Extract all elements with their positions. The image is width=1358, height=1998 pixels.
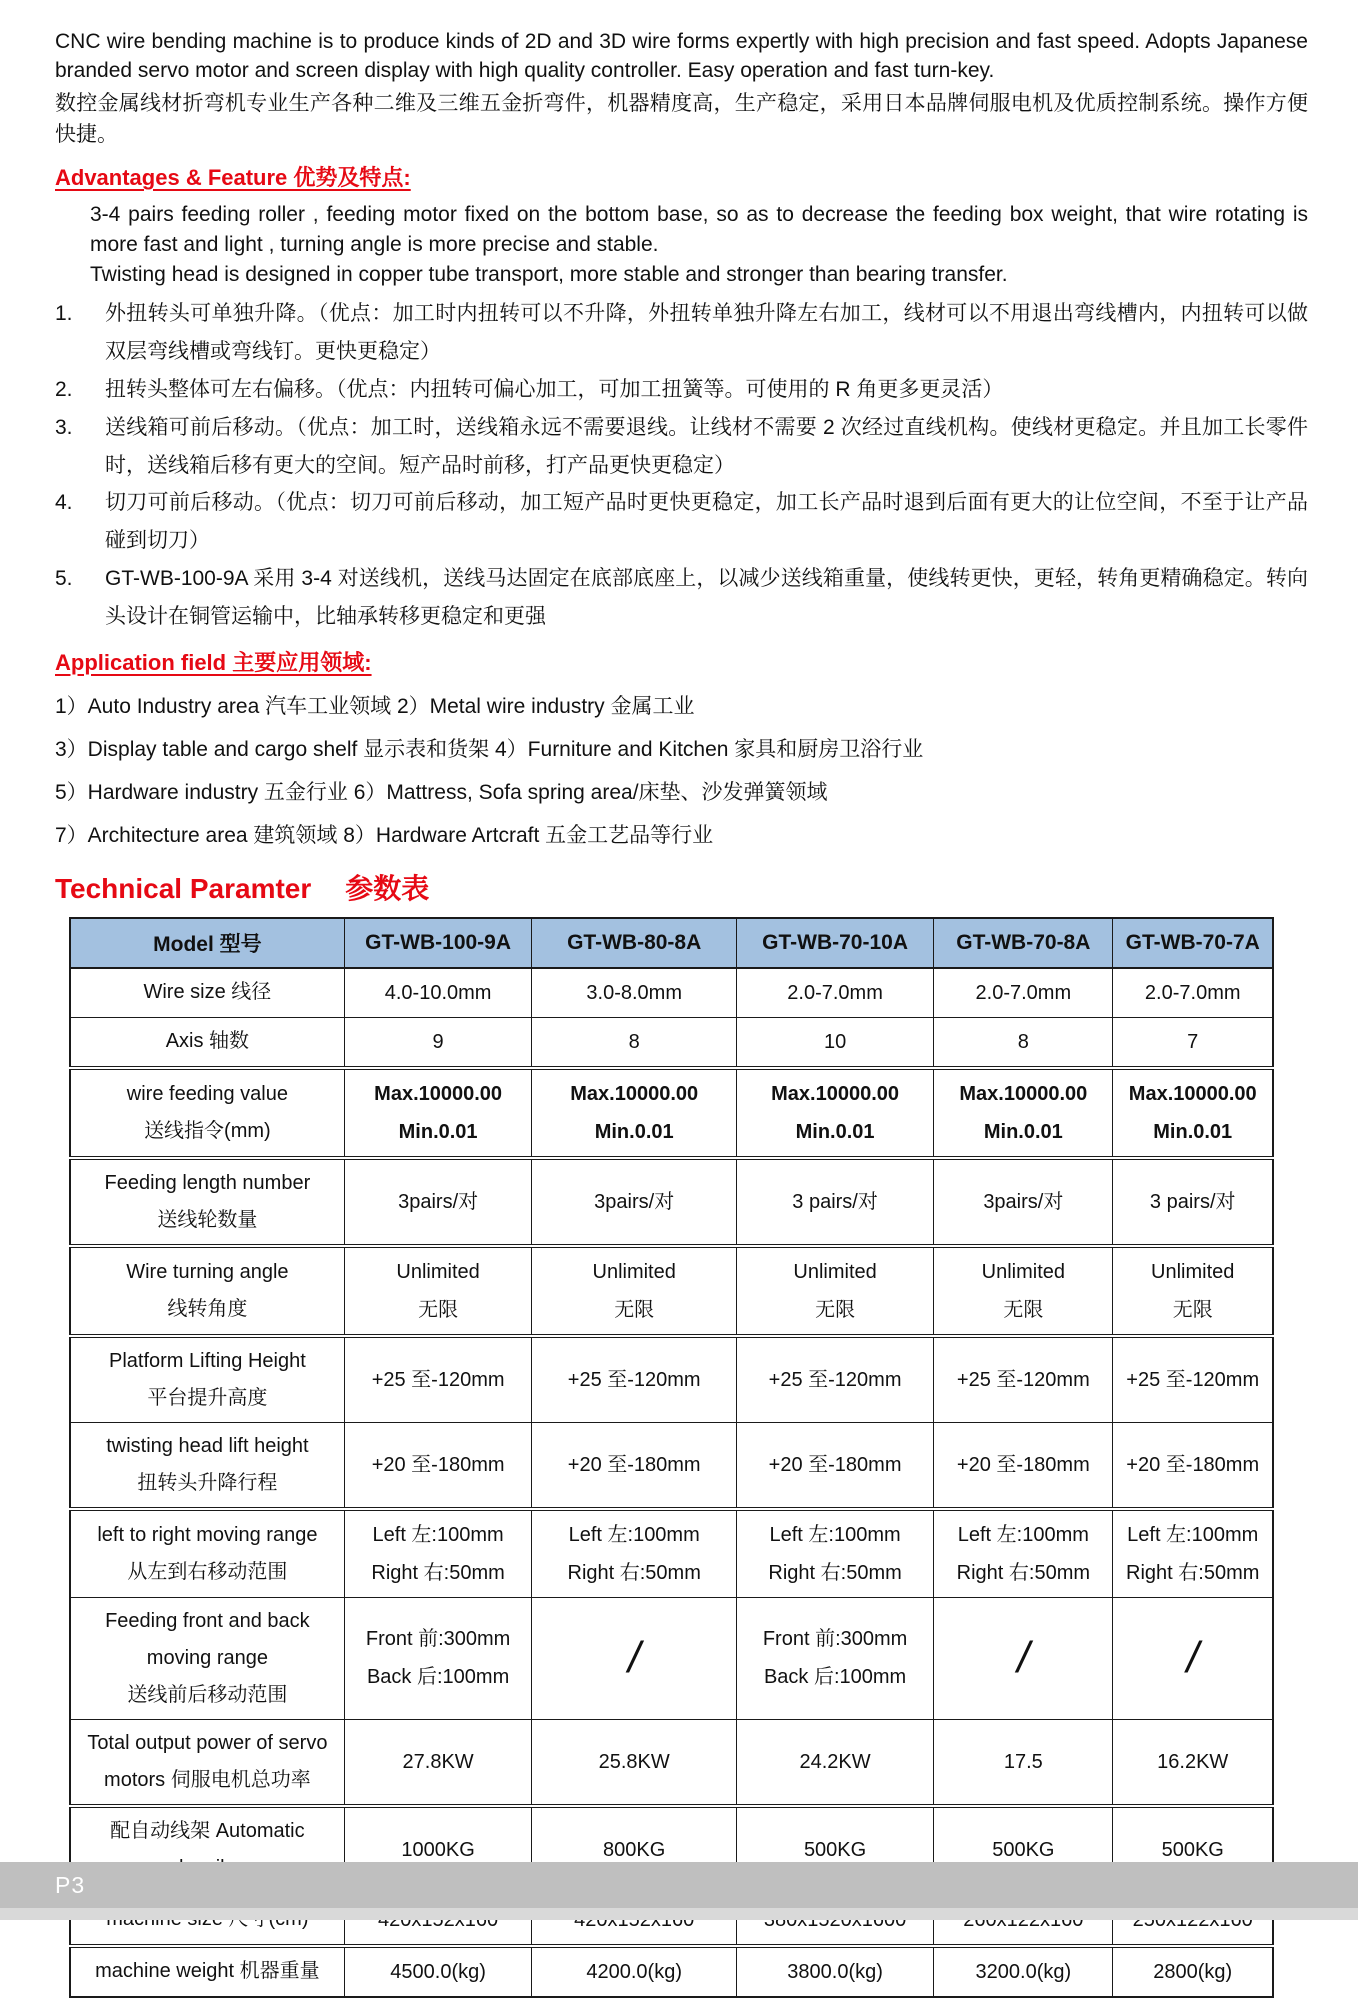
spec-cell <box>532 1158 737 1246</box>
spec-cell <box>736 1158 933 1246</box>
advantage-numbered-item <box>55 560 1308 636</box>
item-number: 1. <box>55 302 73 326</box>
spec-cell <box>344 1246 532 1336</box>
cell-line: Min.0.01 <box>398 1120 478 1143</box>
cell-line: 27.8KW <box>402 1750 474 1773</box>
item-text: 切刀可前后移动。（优点：切刀可前后移动，加工短产品时更快更稳定，加工长产品时退到后面有更大的让位空间，不至于让产品碰到切刀） <box>105 491 1308 553</box>
cell-line: +20 至-180mm <box>567 1453 701 1476</box>
spec-cell <box>1113 1336 1273 1423</box>
spec-cell <box>736 1509 933 1598</box>
spec-row-label <box>70 1946 344 1997</box>
cell-line: Unlimited <box>396 1260 480 1283</box>
cell-line: +25 至-120mm <box>371 1368 505 1391</box>
cell-line: Front 前:300mm <box>762 1628 908 1651</box>
label-line: left to right moving range <box>97 1523 318 1546</box>
application-list <box>55 685 1308 857</box>
spec-cell <box>934 1509 1113 1598</box>
spec-cell <box>736 1068 933 1158</box>
spec-cell <box>934 1246 1113 1336</box>
cell-line: Right 右:50mm <box>567 1561 701 1584</box>
spec-table-row <box>70 1336 1273 1423</box>
cell-line: 3.0-8.0mm <box>586 981 682 1004</box>
spec-cell <box>1113 1158 1273 1246</box>
cell-line: Max.10000.00 <box>771 1082 900 1105</box>
spec-cell <box>1113 1719 1273 1806</box>
item-text: 扭转头整体可左右偏移。（优点：内扭转可偏心加工，可加工扭簧等。可使用的 R 角更多更灵活） <box>105 377 1004 401</box>
spec-cell <box>532 1597 737 1719</box>
spec-cell <box>344 1336 532 1423</box>
spec-cell <box>736 1246 933 1336</box>
spec-table-header-cell: Model 型号 <box>70 918 344 968</box>
spec-cell <box>532 1017 737 1068</box>
spec-cell <box>934 1158 1113 1246</box>
cell-line: Unlimited <box>793 1260 877 1283</box>
label-line: Feeding length number <box>104 1171 311 1194</box>
spec-cell <box>532 968 737 1018</box>
cell-line: 3 pairs/对 <box>792 1190 878 1213</box>
cell-line: 4200.0(kg) <box>586 1960 682 1983</box>
cell-line: 3800.0(kg) <box>787 1960 883 1983</box>
spec-table-header-cell: GT-WB-70-10A <box>736 918 933 968</box>
cell-line: +25 至-120mm <box>956 1368 1090 1391</box>
label-line: 送线指令(mm) <box>144 1119 271 1142</box>
spec-table <box>69 917 1274 1998</box>
cell-line: 无限 <box>614 1298 655 1321</box>
spec-table-row <box>70 1246 1273 1336</box>
technical-heading-zh: 参数表 <box>345 872 430 904</box>
spec-table-header-cell: GT-WB-80-8A <box>532 918 737 968</box>
spec-cell <box>934 1719 1113 1806</box>
cell-line: 500KG <box>803 1838 867 1861</box>
footer-bar <box>0 1862 1358 1908</box>
cell-line: Unlimited <box>981 1260 1066 1283</box>
cell-line: Right 右:50mm <box>371 1561 505 1584</box>
spec-cell <box>344 968 532 1018</box>
spec-table-row <box>70 1597 1273 1719</box>
advantage-intro-item: Twisting head is designed in copper tube transport, more stable and stronger than bearing transfer. <box>90 262 1008 286</box>
cell-line: +20 至-180mm <box>768 1453 902 1476</box>
spec-cell <box>1113 1597 1273 1719</box>
application-line: 5）Hardware industry 五金行业 6）Mattress, Sofa spring area/床垫、沙发弹簧领域 <box>55 780 828 804</box>
cell-line: Unlimited <box>1151 1260 1235 1283</box>
spec-cell <box>344 1017 532 1068</box>
spec-cell <box>344 1719 532 1806</box>
label-line: Total output power of servo <box>87 1731 328 1754</box>
cell-line: 3 pairs/对 <box>1149 1190 1236 1213</box>
cell-line: 7 <box>1187 1030 1199 1053</box>
item-number: 4. <box>55 491 73 515</box>
cell-line: Max.10000.00 <box>1128 1082 1257 1105</box>
cell-line: 3pairs/对 <box>398 1190 479 1213</box>
spec-cell <box>344 1597 532 1719</box>
spec-cell <box>934 968 1113 1018</box>
spec-table-header-cell: GT-WB-70-8A <box>934 918 1113 968</box>
label-line: 线转角度 <box>167 1297 248 1320</box>
intro-paragraph-zh: 数控金属线材折弯机专业生产各种二维及三维五金折弯件，机器精度高，生产稳定，采用日本品牌伺服电机及优质控制系统。操作方便快捷。 <box>55 91 1308 147</box>
cell-line: Max.10000.00 <box>959 1082 1088 1105</box>
spec-cell <box>1113 1246 1273 1336</box>
cell-line: 16.2KW <box>1157 1750 1229 1773</box>
cell-line: Min.0.01 <box>594 1120 674 1143</box>
spec-row-label <box>70 1017 344 1068</box>
spec-table-row <box>70 1422 1273 1509</box>
spec-table-row <box>70 1017 1273 1068</box>
advantage-numbered-item <box>55 371 1308 409</box>
cell-line: 无限 <box>1003 1298 1044 1321</box>
cell-line: 2.0-7.0mm <box>787 981 883 1004</box>
label-line: Feeding front and back <box>105 1609 310 1632</box>
spec-table-row <box>70 1509 1273 1598</box>
spec-cell <box>1113 1422 1273 1509</box>
cell-line: Min.0.01 <box>795 1120 875 1143</box>
spec-row-label <box>70 1246 344 1336</box>
label-line: 从左到右移动范围 <box>127 1560 288 1583</box>
cell-line: Max.10000.00 <box>374 1082 503 1105</box>
spec-cell <box>532 1068 737 1158</box>
application-heading: Application field 主要应用领域: <box>55 649 372 675</box>
cell-line: Left 左:100mm <box>372 1523 504 1546</box>
spec-cell <box>934 1422 1113 1509</box>
cell-line: +25 至-120mm <box>1126 1368 1260 1391</box>
cell-line: Front 前:300mm <box>365 1628 511 1651</box>
cell-line: +25 至-120mm <box>768 1368 902 1391</box>
item-number: 2. <box>55 377 73 401</box>
cell-line: 500KG <box>992 1838 1055 1861</box>
spec-cell <box>736 1336 933 1423</box>
cell-line: 8 <box>1017 1030 1029 1053</box>
cell-line: Left 左:100mm <box>568 1523 700 1546</box>
technical-heading-en: Technical Paramter <box>55 872 312 904</box>
spec-cell <box>736 1017 933 1068</box>
label-line: Platform Lifting Height <box>109 1349 306 1372</box>
item-text: GT-WB-100-9A 采用 3-4 对送线机，送线马达固定在底部底座上，以减少送线箱重量，使线转更快，更轻，转角更精确稳定。转向头设计在铜管运输中，比轴承转移更稳定和更强 <box>105 566 1308 628</box>
advantages-heading: Advantages & Feature 优势及特点: <box>55 164 411 190</box>
spec-cell <box>532 1946 737 1997</box>
advantage-numbered-item <box>55 409 1308 485</box>
cell-line: +20 至-180mm <box>956 1453 1090 1476</box>
spec-table-row <box>70 1946 1273 1997</box>
label-line: Axis 轴数 <box>165 1030 250 1053</box>
cell-line: 1000KG <box>401 1838 475 1861</box>
spec-cell <box>934 1597 1113 1719</box>
spec-cell <box>532 1246 737 1336</box>
label-line: Wire size 线径 <box>143 981 272 1004</box>
spec-row-label <box>70 1719 344 1806</box>
cell-line: Right 右:50mm <box>768 1561 902 1584</box>
page-number: P3 <box>55 1871 86 1898</box>
cell-line: 2800(kg) <box>1153 1960 1233 1983</box>
label-line: 配自动线架 Automatic <box>110 1819 305 1842</box>
label-line: 平台提升高度 <box>147 1386 268 1409</box>
cell-line: Min.0.01 <box>1153 1120 1233 1143</box>
cell-line: Left 左:100mm <box>1127 1523 1259 1546</box>
spec-cell <box>736 968 933 1018</box>
spec-cell <box>736 1597 933 1719</box>
spec-cell <box>736 1946 933 1997</box>
spec-cell <box>934 1017 1113 1068</box>
spec-cell <box>934 1946 1113 1997</box>
application-line: 7）Architecture area 建筑领域 8）Hardware Artcraft 五金工艺品等行业 <box>55 823 714 847</box>
advantages-list <box>55 295 1308 635</box>
spec-cell <box>736 1719 933 1806</box>
cell-line: +25 至-120mm <box>567 1368 701 1391</box>
cell-line: 17.5 <box>1003 1750 1043 1773</box>
spec-table-body <box>70 968 1273 1997</box>
spec-cell <box>532 1509 737 1598</box>
spec-cell <box>344 1158 532 1246</box>
spec-cell <box>1113 968 1273 1018</box>
label-line: Wire turning angle <box>126 1260 289 1283</box>
item-text: 送线箱可前后移动。（优点：加工时，送线箱永远不需要退线。让线材不需要 2 次经过直线机构。使线材更稳定。并且加工长零件时，送线箱后移有更大的空间。短产品时前移，打产品更快更稳定） <box>105 415 1308 477</box>
spec-cell <box>532 1422 737 1509</box>
cell-line: Min.0.01 <box>983 1120 1063 1143</box>
label-line: 扭转头升降行程 <box>137 1471 278 1494</box>
label-line: 送线前后移动范围 <box>127 1683 288 1706</box>
spec-cell <box>1113 1068 1273 1158</box>
label-line: machine weight 机器重量 <box>95 1960 320 1983</box>
cell-line: 3200.0(kg) <box>975 1960 1072 1983</box>
spec-table-header-row <box>70 918 1273 968</box>
application-line: 3）Display table and cargo shelf 显示表和货架 4）Furniture and Kitchen 家具和厨房卫浴行业 <box>55 737 924 761</box>
application-line: 1）Auto Industry area 汽车工业领域 2）Metal wire industry 金属工业 <box>55 694 695 718</box>
spec-cell <box>1113 1509 1273 1598</box>
spec-cell <box>344 1946 532 1997</box>
spec-cell <box>532 1719 737 1806</box>
intro-paragraph-en: CNC wire bending machine is to produce kinds of 2D and 3D wire forms expertly with high precision and fast speed. Adopts Japanese branded servo motor and screen display with high quality controller. Easy operation and fast turn-key. <box>55 30 1308 82</box>
cell-line: Max.10000.00 <box>570 1082 699 1105</box>
cell-line: +20 至-180mm <box>371 1453 505 1476</box>
spec-row-label <box>70 1422 344 1509</box>
cell-line: 9 <box>432 1030 444 1053</box>
cell-line: 10 <box>823 1030 847 1053</box>
spec-row-label <box>70 1336 344 1423</box>
spec-row-label <box>70 968 344 1018</box>
item-number: 3. <box>55 415 73 439</box>
spec-table-head <box>70 918 1273 968</box>
advantage-numbered-item <box>55 295 1308 371</box>
spec-table-header-cell: GT-WB-100-9A <box>344 918 532 968</box>
cell-line: 3pairs/对 <box>983 1190 1064 1213</box>
spec-cell <box>736 1422 933 1509</box>
label-line: twisting head lift height <box>106 1434 309 1457</box>
slash-placeholder: / <box>628 1632 641 1682</box>
label-line: motors 伺服电机总功率 <box>104 1768 311 1791</box>
item-number: 5. <box>55 566 73 590</box>
cell-line: 4.0-10.0mm <box>384 981 492 1004</box>
spec-cell <box>934 1336 1113 1423</box>
spec-table-row <box>70 1158 1273 1246</box>
spec-cell <box>344 1068 532 1158</box>
advantages-intro <box>90 200 1308 289</box>
spec-row-label <box>70 1597 344 1719</box>
cell-line: +20 至-180mm <box>1126 1453 1260 1476</box>
slash-placeholder: / <box>1017 1632 1030 1682</box>
cell-line: Back 后:100mm <box>366 1666 510 1689</box>
cell-line: Back 后:100mm <box>763 1666 907 1689</box>
cell-line: 500KG <box>1161 1838 1224 1861</box>
cell-line: 无限 <box>815 1298 856 1321</box>
cell-line: 2.0-7.0mm <box>975 981 1072 1004</box>
cell-line: 4500.0(kg) <box>390 1960 486 1983</box>
cell-line: 24.2KW <box>799 1750 871 1773</box>
slash-placeholder: / <box>1186 1632 1199 1682</box>
spec-row-label <box>70 1509 344 1598</box>
label-line: moving range <box>146 1646 268 1669</box>
cell-line: 800KG <box>603 1838 666 1861</box>
spec-table-header-cell: GT-WB-70-7A <box>1113 918 1273 968</box>
spec-cell <box>344 1422 532 1509</box>
cell-line: 无限 <box>418 1298 459 1321</box>
spec-cell <box>1113 1946 1273 1997</box>
spec-cell <box>1113 1017 1273 1068</box>
cell-line: Right 右:50mm <box>1126 1561 1260 1584</box>
cell-line: 无限 <box>1172 1298 1213 1321</box>
advantage-numbered-item <box>55 484 1308 560</box>
cell-line: 25.8KW <box>598 1750 670 1773</box>
item-text: 外扭转头可单独升降。（优点：加工时内扭转可以不升降，外扭转单独升降左右加工，线材可以不用退出弯线槽内，内扭转可以做双层弯线槽或弯线钉。更快更稳定） <box>105 302 1308 364</box>
cell-line: 3pairs/对 <box>594 1190 675 1213</box>
spec-table-row <box>70 968 1273 1018</box>
spec-row-label <box>70 1068 344 1158</box>
spec-cell <box>344 1509 532 1598</box>
advantage-intro-item: 3-4 pairs feeding roller , feeding motor fixed on the bottom base, so as to decrease the feeding box weight, that wire rotating is more fast and light , turning angle is more precise and stable. <box>90 202 1308 256</box>
label-line: 送线轮数量 <box>157 1208 258 1231</box>
cell-line: Right 右:50mm <box>956 1561 1091 1584</box>
cell-line: Left 左:100mm <box>769 1523 901 1546</box>
spec-cell <box>934 1068 1113 1158</box>
spec-table-row <box>70 1068 1273 1158</box>
cell-line: 2.0-7.0mm <box>1144 981 1241 1004</box>
label-line: wire feeding value <box>126 1082 288 1105</box>
cell-line: 8 <box>628 1030 640 1053</box>
technical-heading <box>55 867 1308 907</box>
footer-edge-strip <box>0 1908 1358 1920</box>
spec-row-label <box>70 1158 344 1246</box>
spec-cell <box>532 1336 737 1423</box>
cell-line: Left 左:100mm <box>957 1523 1089 1546</box>
cell-line: Unlimited <box>592 1260 676 1283</box>
spec-table-row <box>70 1719 1273 1806</box>
